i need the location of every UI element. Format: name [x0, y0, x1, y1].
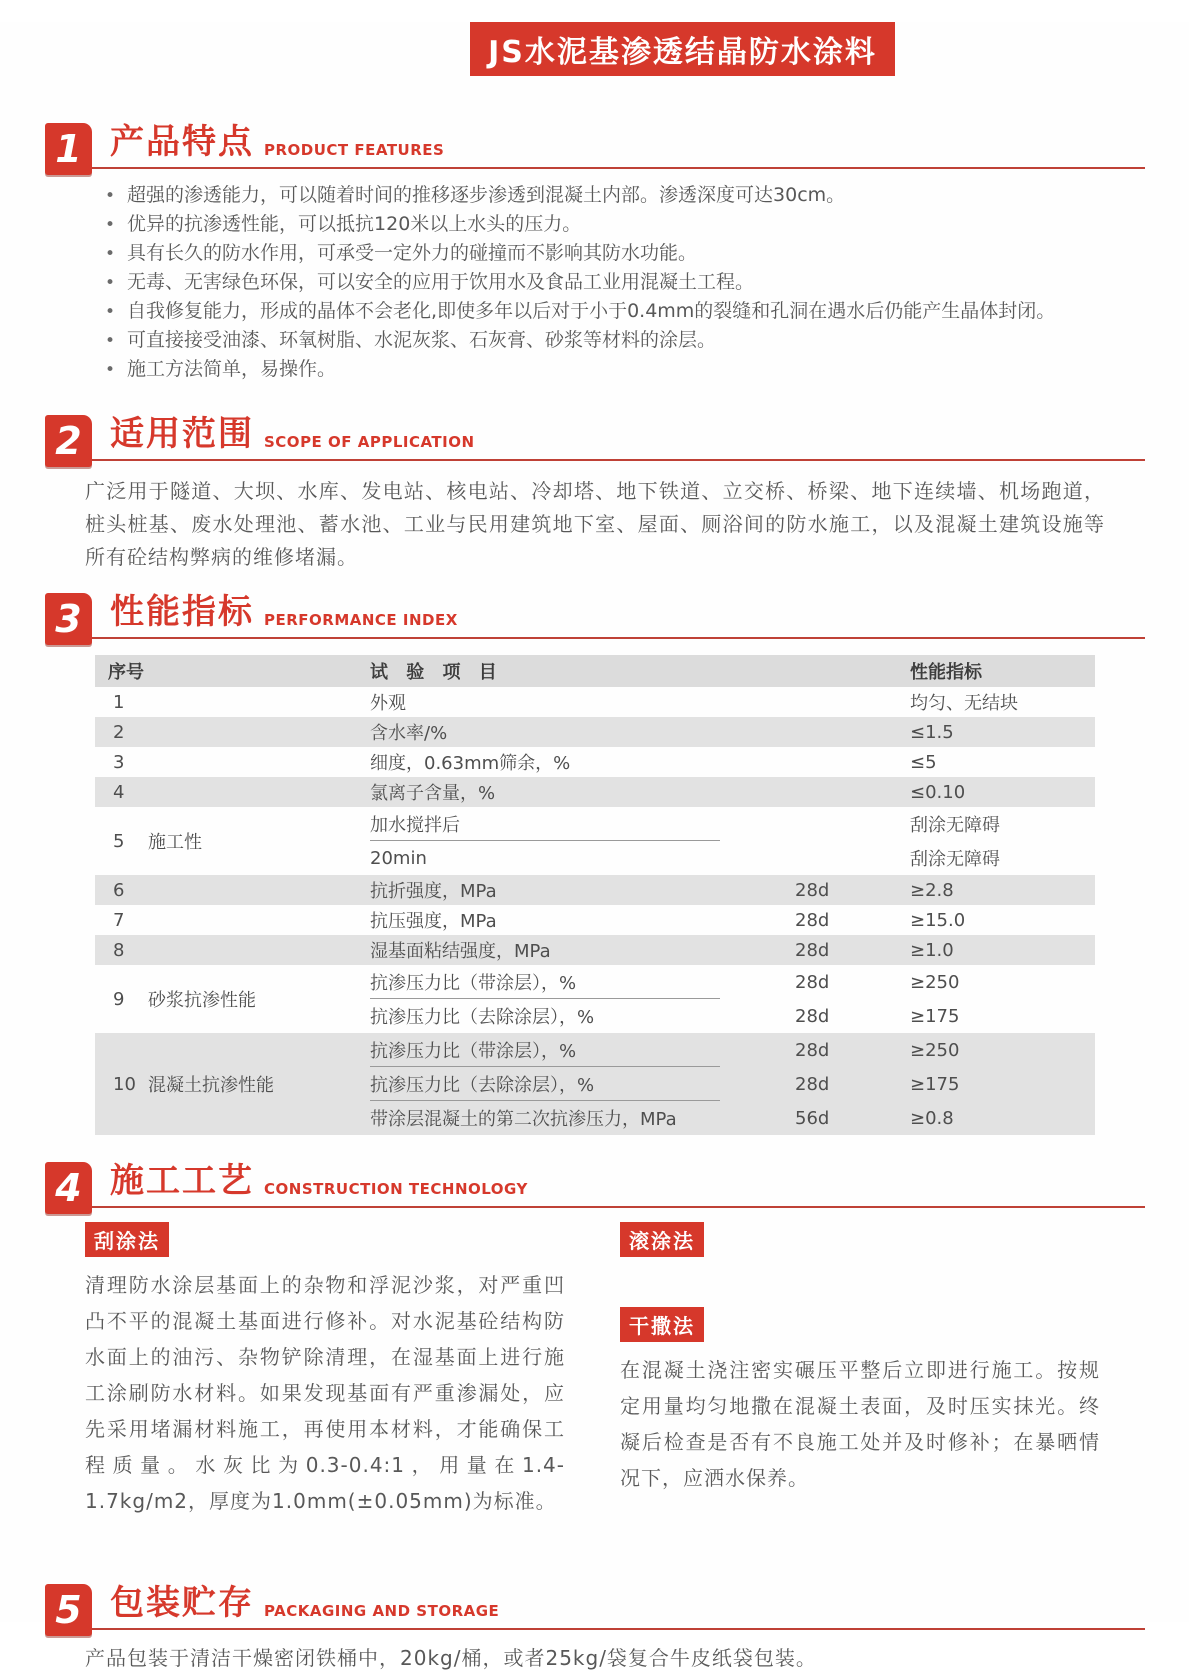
test-item-row [365, 717, 1095, 747]
table-row [95, 687, 1095, 717]
table-row [95, 747, 1095, 777]
table-row [95, 807, 1095, 875]
test-item-name: 抗渗压力比（去除涂层），% [365, 1067, 755, 1101]
row-group-label [145, 875, 365, 905]
test-item-value: ≥2.8 [910, 879, 954, 901]
method-column-1 [85, 1222, 565, 1559]
test-item-row [365, 1101, 1095, 1135]
section-2-header [45, 406, 1145, 461]
row-items [365, 1033, 1095, 1135]
column-header-age [755, 655, 865, 687]
test-item-age [755, 717, 865, 747]
table-header-row [95, 655, 1095, 687]
column-header-item: 试 验 项 目 [370, 662, 503, 683]
test-item-row [365, 687, 1095, 717]
section-2-subtitle: SCOPE OF APPLICATION [264, 433, 475, 451]
test-item-name: 细度，0.63mm筛余，% [370, 753, 571, 774]
row-items [365, 807, 1095, 875]
feature-item: • 无毒、无害绿色环保，可以安全的应用于饮用水及食品工业用混凝土工程。 [105, 268, 1129, 297]
row-items [365, 905, 1095, 935]
section-4-header [45, 1153, 1145, 1208]
method-label: 滚涂法 [620, 1222, 704, 1257]
test-item-name: 抗渗压力比（带涂层），% [365, 965, 755, 999]
test-item-value: ≤1.5 [910, 721, 954, 743]
test-item-value: ≤5 [910, 751, 937, 773]
test-item-name: 抗渗压力比（去除涂层），% [370, 1007, 595, 1028]
method-column-2 [620, 1222, 1100, 1559]
test-item-value: ≥175 [910, 1073, 960, 1095]
test-item-name: 抗渗压力比（带涂层），% [365, 1033, 755, 1067]
row-group-label: 混凝土抗渗性能 [148, 1075, 274, 1096]
test-item-age: 28d [795, 1073, 830, 1095]
method-text: 清理防水涂层基面上的杂物和浮泥沙浆，对严重凹凸不平的混凝土基面进行修补。对水泥基砼结构防水面上的油污、杂物铲除清理，在湿基面上进行施工涂刷防水材料。如果发现基面有严重渗漏处，应先采用堵漏材料施工，再使用本材料，才能确保工程质量。水灰比为0.3-0.4:1，用量在1.4-1.7kg/m2，厚度为1.0mm(±0.05mm)为标准。 [85, 1273, 565, 1513]
section-5-subtitle: PACKAGING AND STORAGE [264, 1602, 500, 1620]
test-item-age [755, 807, 865, 841]
section-3-number-badge: 3 [45, 593, 92, 645]
method-block [85, 1222, 565, 1519]
test-item-name: 氯离子含量，% [370, 783, 496, 804]
test-item-value: 刮涂无障碍 [910, 849, 1000, 870]
row-group-label [145, 935, 365, 965]
method-text: 在混凝土浇注密实碾压平整后立即进行施工。按规定用量均匀地撒在混凝土表面，及时压实抹光。终凝后检查是否有不良施工处并及时修补；在暴晒情况下，应洒水保养。 [620, 1358, 1100, 1490]
row-items [365, 747, 1095, 777]
section-2-title: 适用范围 [110, 414, 254, 454]
section-3-title: 性能指标 [110, 592, 254, 632]
table-row [95, 965, 1095, 1033]
row-number: 8 [113, 939, 125, 961]
test-item-value: 刮涂无障碍 [910, 815, 1000, 836]
feature-item: • 优异的抗渗透性能，可以抵抗120米以上水头的压力。 [105, 210, 1129, 239]
test-item-age [755, 747, 865, 777]
test-item-name: 抗压强度，MPa [370, 911, 497, 932]
method-label: 刮涂法 [85, 1222, 169, 1257]
table-row [95, 717, 1095, 747]
row-number: 5 [113, 830, 125, 852]
table-row [95, 875, 1095, 905]
test-item-row [365, 875, 1095, 905]
product-datasheet [0, 22, 1189, 1670]
feature-item: • 超强的渗透能力，可以随着时间的推移逐步渗透到混凝土内部。渗透深度可达30cm。 [105, 181, 1129, 210]
scope-paragraph: 广泛用于隧道、大坝、水库、发电站、核电站、冷却塔、地下铁道、立交桥、桥梁、地下连续墙、机场跑道，桩头桩基、废水处理池、蓄水池、工业与民用建筑地下室、屋面、厕浴间的防水施工，以及混凝土建筑设施等所有砼结构弊病的维修堵漏。 [85, 479, 1105, 569]
row-items [365, 687, 1095, 717]
test-item-row [365, 747, 1095, 777]
row-items [365, 875, 1095, 905]
table-row [95, 905, 1095, 935]
row-group-label [145, 747, 365, 777]
test-item-value: ≥250 [910, 971, 960, 993]
table-row [95, 1033, 1095, 1135]
performance-table [95, 655, 1095, 1135]
test-item-name: 加水搅拌后 [365, 807, 755, 841]
test-item-row [365, 965, 1095, 999]
section-5-title: 包装贮存 [110, 1583, 254, 1623]
section-1-title: 产品特点 [110, 122, 254, 162]
test-item-age: 28d [795, 909, 830, 931]
row-group-label: 砂浆抗渗性能 [148, 990, 256, 1011]
feature-item: • 施工方法简单，易操作。 [105, 355, 1129, 384]
test-item-age: 28d [795, 879, 830, 901]
section-3-subtitle: PERFORMANCE INDEX [264, 611, 458, 629]
row-group-label [145, 905, 365, 935]
test-item-age: 28d [795, 1005, 830, 1027]
feature-item: • 可直接接受油漆、环氧树脂、水泥灰浆、石灰膏、砂浆等材料的涂层。 [105, 326, 1129, 355]
section-1-subtitle: PRODUCT FEATURES [264, 141, 445, 159]
row-number: 10 [113, 1073, 136, 1095]
row-number: 6 [113, 879, 125, 901]
table-body [95, 687, 1095, 1135]
row-number: 7 [113, 909, 125, 931]
test-item-name: 带涂层混凝土的第二次抗渗压力，MPa [370, 1109, 677, 1130]
section-1-header [45, 114, 1145, 169]
test-item-row [365, 1067, 1095, 1101]
row-number: 3 [113, 751, 125, 773]
table-row [95, 777, 1095, 807]
test-item-name: 20min [370, 847, 427, 869]
test-item-age: 56d [795, 1107, 830, 1129]
test-item-row [365, 841, 1095, 875]
test-item-value: ≥0.8 [910, 1107, 954, 1129]
test-item-age: 28d [795, 939, 830, 961]
document-title: JS水泥基渗透结晶防水涂料 [470, 22, 895, 76]
section-5-header [45, 1575, 1145, 1630]
section-4-subtitle: CONSTRUCTION TECHNOLOGY [264, 1180, 528, 1198]
test-item-value: ≤0.10 [910, 781, 966, 803]
row-group-label [145, 777, 365, 807]
test-item-value: ≥15.0 [910, 909, 966, 931]
packaging-paragraph: 产品包装于清洁干燥密闭铁桶中，20kg/桶，或者25kg/袋复合牛皮纸袋包装。 [85, 1646, 817, 1670]
row-number: 4 [113, 781, 125, 803]
row-items [365, 935, 1095, 965]
test-item-value: ≥250 [910, 1039, 960, 1061]
section-4-title: 施工工艺 [110, 1161, 254, 1201]
row-items [365, 717, 1095, 747]
test-item-value: ≥175 [910, 1005, 960, 1027]
row-items [365, 777, 1095, 807]
section-3-header [45, 584, 1145, 639]
row-items [365, 965, 1095, 1033]
row-group-label [145, 717, 365, 747]
section-2-number-badge: 2 [45, 415, 92, 467]
test-item-name: 湿基面粘结强度，MPa [370, 941, 551, 962]
test-item-name: 外观 [370, 693, 406, 714]
test-item-row [365, 777, 1095, 807]
test-item-age [755, 687, 865, 717]
method-label: 干撒法 [620, 1307, 704, 1342]
row-group-label [145, 687, 365, 717]
test-item-value: ≥1.0 [910, 939, 954, 961]
section-4-number-badge: 4 [45, 1162, 92, 1214]
row-number: 2 [113, 721, 125, 743]
row-number: 9 [113, 988, 125, 1010]
method-block [620, 1307, 1100, 1496]
column-header-index: 性能指标 [910, 662, 982, 683]
test-item-row [365, 905, 1095, 935]
row-group-label: 施工性 [148, 832, 202, 853]
method-block [620, 1222, 1100, 1267]
test-item-age [755, 777, 865, 807]
test-item-row [365, 1033, 1095, 1067]
test-item-row [365, 999, 1095, 1033]
test-item-name: 抗折强度，MPa [370, 881, 497, 902]
feature-item: • 具有长久的防水作用，可承受一定外力的碰撞而不影响其防水功能。 [105, 239, 1129, 268]
test-item-age [755, 841, 865, 875]
feature-item: • 自我修复能力，形成的晶体不会老化,即使多年以后对于小于0.4mm的裂缝和孔洞在遇水后仍能产生晶体封闭。 [105, 297, 1129, 326]
row-number: 1 [113, 691, 125, 713]
feature-list [105, 181, 1129, 384]
section-5-number-badge: 5 [45, 1584, 92, 1636]
construction-methods [85, 1222, 1145, 1559]
column-header-no: 序号 [108, 662, 144, 683]
table-row [95, 935, 1095, 965]
test-item-row [365, 935, 1095, 965]
test-item-row [365, 807, 1095, 841]
section-1-number-badge: 1 [45, 123, 92, 175]
test-item-age: 28d [795, 1039, 830, 1061]
test-item-age: 28d [795, 971, 830, 993]
test-item-name: 含水率/% [370, 723, 448, 744]
test-item-value: 均匀、无结块 [910, 693, 1018, 714]
